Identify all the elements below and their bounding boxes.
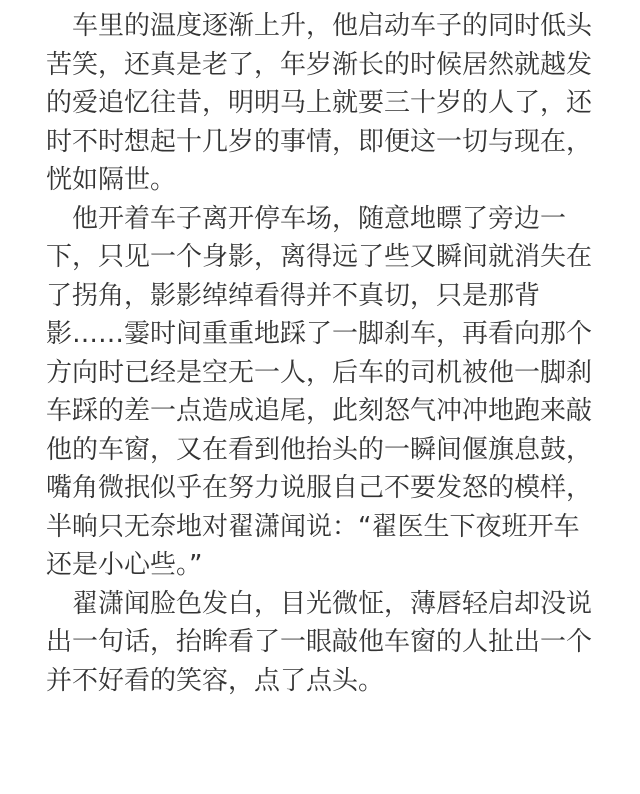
- text-line: 的爱追忆往昔，明明马上就要三十岁的人了，还: [46, 88, 593, 118]
- paragraph-2: [46, 200, 606, 585]
- text-line: 车里的温度逐渐上升，他启动车子的同时低头: [72, 11, 593, 41]
- text-line: 他开着车子离开停车场，随意地瞟了旁边一: [72, 203, 567, 234]
- article-body: [46, 7, 606, 700]
- text-line: 方向时已经是空无一人，后车的司机被他一脚刹: [46, 357, 593, 388]
- text-line: 翟潇闻脸色发白，目光微怔，薄唇轻启却没说: [72, 588, 593, 619]
- text-line: 嘴角微抿似乎在努力说服自己不要发怒的模样，: [46, 473, 593, 503]
- text-line: 还是小心些。”: [46, 550, 203, 580]
- text-line: 恍如隔世。: [46, 165, 177, 195]
- text-line: 时不时想起十几岁的事情，即便这一切与现在，: [46, 126, 593, 157]
- paragraph-1: [46, 7, 606, 200]
- text-line: 苦笑，还真是老了，年岁渐长的时候居然就越发: [46, 49, 593, 80]
- text-line: 影……霎时间重重地踩了一脚刹车，再看向那个: [46, 319, 593, 349]
- text-line: 下，只见一个身影，离得远了些又瞬间就消失在: [46, 242, 593, 272]
- text-line: 并不好看的笑容，点了点头。: [46, 665, 385, 696]
- text-line: 半晌只无奈地对翟潇闻说：“翟医生下夜班开车: [46, 511, 580, 542]
- text-line: 他的车窗，又在看到他抬头的一瞬间偃旗息鼓，: [46, 434, 593, 465]
- paragraph-3: [46, 585, 606, 701]
- text-line: 出一句话，抬眸看了一眼敲他车窗的人扯出一个: [46, 627, 593, 657]
- text-line: 车踩的差一点造成追尾，此刻怒气冲冲地跑来敲: [46, 396, 593, 426]
- text-line: 了拐角，影影绰绰看得并不真切，只是那背: [46, 280, 541, 311]
